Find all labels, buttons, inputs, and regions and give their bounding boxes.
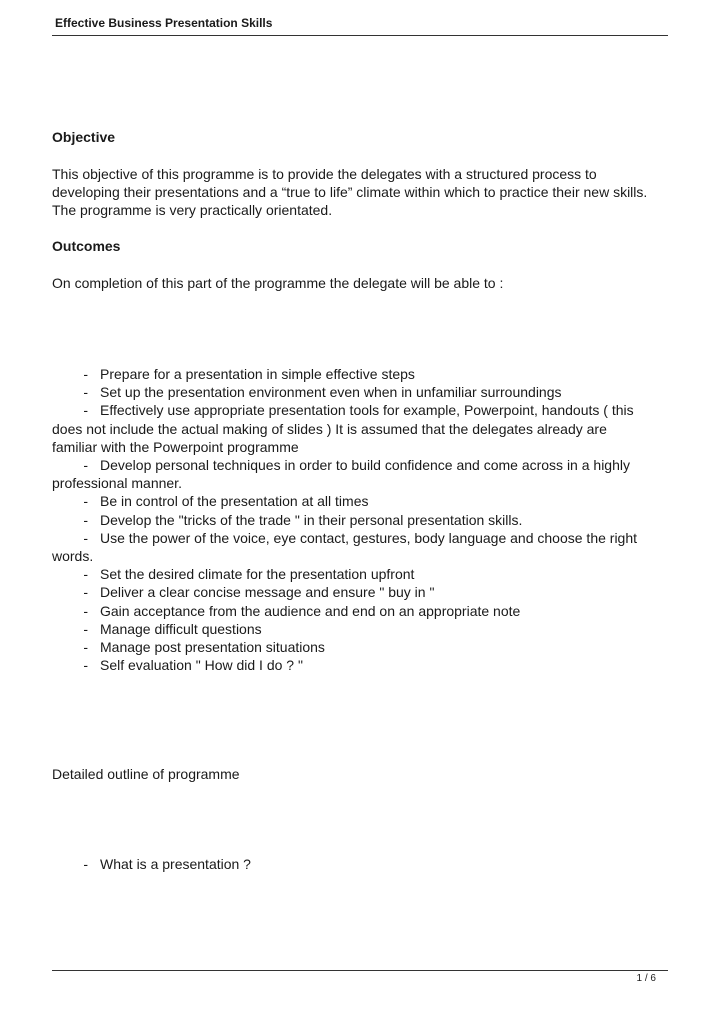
- page-number: 1 / 6: [636, 973, 656, 984]
- list-item: - Manage difficult questions: [83, 620, 262, 637]
- list-item: - Be in control of the presentation at all times: [83, 493, 369, 510]
- outline-heading: Detailed outline of programme: [52, 766, 240, 782]
- list-item: - Manage post presentation situations: [83, 639, 325, 656]
- header-title: Effective Business Presentation Skills: [55, 16, 273, 30]
- footer-rule: [52, 970, 668, 971]
- outcomes-intro: On completion of this part of the programme the delegate will be able to :: [52, 275, 504, 291]
- objective-paragraph: This objective of this programme is to provide the delegates with a structured process to developing their presentations and a “true to life” climate within which to practice their new skills. The programme is very practically orientated.: [52, 166, 648, 218]
- list-item: - Self evaluation " How did I do ? ": [83, 657, 303, 674]
- list-item: - What is a presentation ?: [83, 856, 251, 872]
- header-rule: [52, 35, 668, 36]
- list-item: - Gain acceptance from the audience and end on an appropriate note: [83, 602, 521, 619]
- outline-list: [52, 855, 652, 873]
- outcomes-list: [52, 365, 652, 674]
- list-item: - Set the desired climate for the presentation upfront: [83, 566, 415, 583]
- list-item: - Prepare for a presentation in simple effective steps: [83, 366, 415, 382]
- objective-heading: Objective: [52, 129, 116, 145]
- list-item: - Use the power of the voice, eye contact, gestures, body language and choose the right words.: [52, 529, 638, 565]
- list-item: - Develop personal techniques in order to build confidence and come across in a highly professional manner.: [52, 457, 630, 492]
- list-item: - Deliver a clear concise message and ensure " buy in ": [83, 584, 435, 601]
- list-item: - Develop the "tricks of the trade " in their personal presentation skills.: [83, 511, 523, 528]
- list-item: - Set up the presentation environment even when in unfamiliar surroundings: [83, 384, 562, 401]
- outcomes-heading: Outcomes: [52, 238, 121, 254]
- list-item: - Effectively use appropriate presentation tools for example, Powerpoint, handouts ( this does not include the actual making of slides ) It is assumed that the delegates already are familiar with the Powerpoint programme: [52, 402, 634, 455]
